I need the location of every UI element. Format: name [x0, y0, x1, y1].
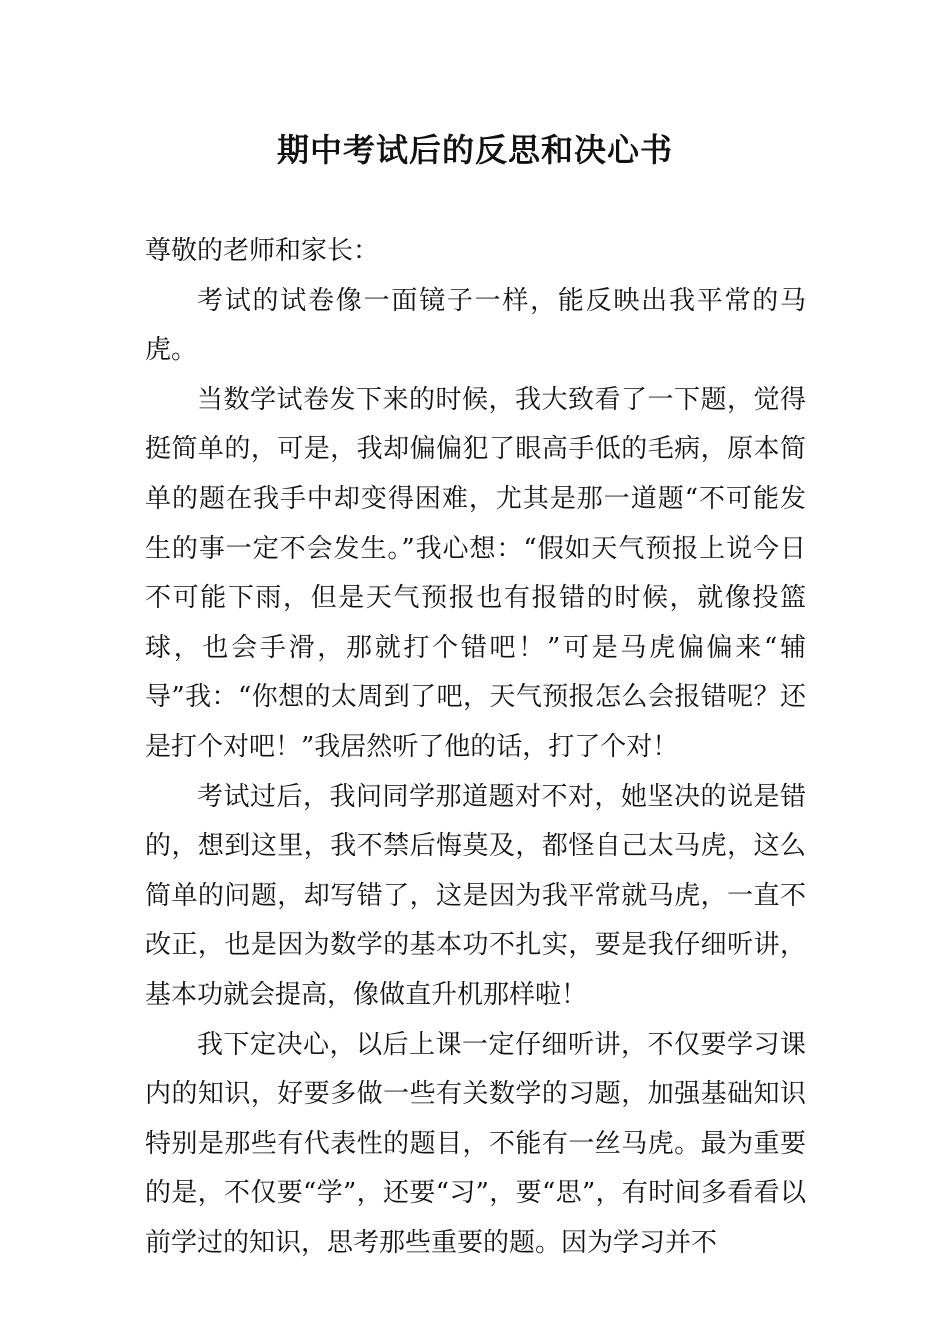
- document-title: 期中考试后的反思和决心书: [276, 131, 673, 169]
- paragraph-1: 考试的试卷像一面镜子一样，能反映出我平常的马虎。: [145, 285, 806, 366]
- paragraph-2: 当数学试卷发下来的时候，我大致看了一下题，觉得挺简单的，可是，我却偏偏犯了眼高手低的毛病，原本简单的题在我手中却变得困难，尤其是那一道题“不可能发生的事一定不会发生。”我心想：“假如天气预报上说今日不可能下雨，但是天气预报也有报错的时候，就像投篮球，也会手滑，那就打个错吧！”可是马虎偏偏来“辅导”我：“你想的太周到了吧，天气预报怎么会报错呢？还是打个对吧！”我居然听了他的话，打了个对！: [145, 384, 806, 762]
- document-body: [145, 227, 806, 1268]
- salutation: 尊敬的老师和家长：: [145, 236, 380, 266]
- paragraph-4: 我下定决心，以后上课一定仔细听讲，不仅要学习课内的知识，好要多做一些有关数学的习题，加强基础知识特别是那些有代表性的题目，不能有一丝马虎。最为重要的是，不仅要“学”，还要“习”，要“思”，有时间多看看以前学过的知识，思考那些重要的题。因为学习并不: [145, 1029, 806, 1258]
- paragraph-3: 考试过后，我问同学那道题对不对，她坚决的说是错的，想到这里，我不禁后悔莫及，都怪自己太马虎，这么简单的问题，却写错了，这是因为我平常就马虎，一直不改正，也是因为数学的基本功不扎实，要是我仔细听讲，基本功就会提高，像做直升机那样啦！: [145, 781, 806, 1010]
